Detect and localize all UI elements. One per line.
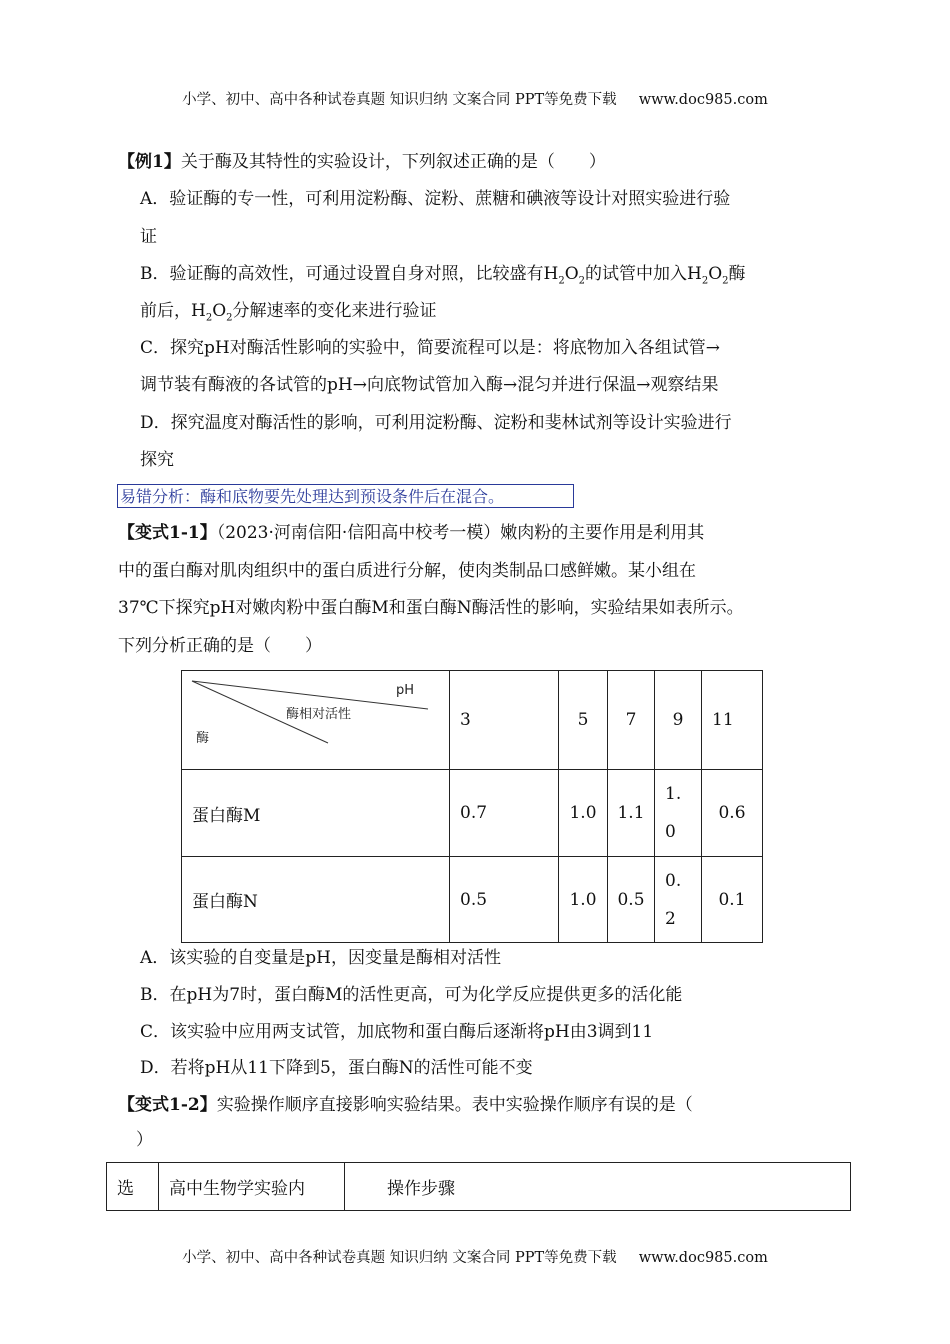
example1-option-a-line2: 证 (140, 227, 157, 247)
value-cell-wrapped (655, 770, 702, 857)
example1-option-d-line1: D．探究温度对酶活性的影响，可利用淀粉酶、淀粉和斐林试剂等设计实验进行 (140, 413, 732, 433)
text-run: O (564, 264, 579, 284)
value-cell-wrapped (655, 857, 702, 943)
example1-option-c-line1: C．探究pH对酶活性影响的实验中，简要流程可以是：将底物加入各组试管→ (140, 338, 720, 358)
variant1-option-d: D．若将pH从11下降到5，蛋白酶N的活性可能不变 (140, 1058, 533, 1078)
footer-url[interactable]: www.doc985.com (638, 1250, 768, 1266)
value-part: 2 (665, 908, 676, 929)
variant2-tag: 【变式1-2】 (118, 1095, 217, 1115)
table-header-row (107, 1163, 851, 1211)
enzyme-name-cell: 蛋白酶N (182, 857, 450, 943)
value-cell: 1.0 (559, 857, 608, 943)
value-cell: 0.5 (450, 857, 559, 943)
text-run: 分解速率的变化来进行验证 (232, 301, 437, 321)
text-run: （2023·河南信阳·信阳高中校考一模）嫩肉粉的主要作用是利用其 (216, 523, 705, 543)
footer-text: 小学、初中、高中各种试卷真题 知识归纳 文案合同 PPT等免费下载 (182, 1250, 617, 1266)
diag-enzyme-label: 酶 (196, 731, 210, 746)
ph-header-cell: 9 (655, 671, 702, 770)
subscript: 2 (226, 312, 233, 324)
value-cell: 0.7 (450, 770, 559, 857)
experiment-steps-table (106, 1162, 851, 1211)
diag-ph-label: pH (396, 683, 415, 698)
variant1-line2: 中的蛋白酶对肌肉组织中的蛋白质进行分解，使肉类制品口感鲜嫩。某小组在 (118, 561, 696, 581)
text-run: 酶 (728, 264, 746, 284)
enzyme-name-cell: 蛋白酶M (182, 770, 450, 857)
ph-header-cell: 11 (702, 671, 763, 770)
content-column-header: 高中生物学实验内 (159, 1163, 345, 1211)
example1-option-a-line1: A．验证酶的专一性，可利用淀粉酶、淀粉、蔗糖和碘液等设计对照实验进行验 (140, 189, 731, 209)
value-cell: 0.1 (702, 857, 763, 943)
error-analysis-note: 易错分析：酶和底物要先处理达到预设条件后在混合。 (117, 484, 574, 508)
value-cell: 0.6 (702, 770, 763, 857)
value-part: 1. (665, 784, 682, 804)
text-run: 前后，H (140, 301, 206, 321)
variant1-option-a: A．该实验的自变量是pH，因变量是酶相对活性 (140, 948, 501, 968)
variant1-line3: 37℃下探究pH对嫩肉粉中蛋白酶M和蛋白酶N酶活性的影响，实验结果如表所示。 (118, 598, 744, 618)
text-run: B．验证酶的高效性，可通过设置自身对照，比较盛有H (140, 264, 559, 284)
subscript: 2 (558, 275, 565, 287)
value-part: 0. (665, 870, 682, 891)
example1-option-d-line2: 探究 (140, 450, 174, 470)
ph-header-cell: 3 (450, 671, 559, 770)
page-footer (0, 1246, 950, 1267)
example1-tag: 【例1】 (118, 152, 181, 172)
ph-header-cell: 5 (559, 671, 608, 770)
text-run: O (708, 264, 723, 284)
header-text: 小学、初中、高中各种试卷真题 知识归纳 文案合同 PPT等免费下载 (182, 92, 617, 108)
subscript: 2 (701, 275, 709, 287)
example1-stem: 关于酶及其特性的实验设计，下列叙述正确的是（ ） (180, 152, 606, 172)
variant2-line1 (118, 1093, 693, 1117)
variant1-line4: 下列分析正确的是（ ） (118, 636, 322, 656)
ph-header-cell: 7 (608, 671, 655, 770)
variant2-line2: ） (136, 1130, 153, 1150)
value-part: 0 (665, 822, 676, 842)
subscript: 2 (722, 275, 729, 287)
example1-option-c-line2: 调节装有酶液的各试管的pH→向底物试管加入酶→混匀并进行保温→观察结果 (140, 375, 719, 395)
value-cell: 0.5 (608, 857, 655, 943)
table-row (182, 857, 763, 943)
example1-option-b-line1 (140, 262, 746, 293)
table-header-row (182, 671, 763, 770)
diagonal-header-cell (182, 671, 450, 770)
enzyme-activity-table (181, 670, 763, 943)
text-run: 的试管中加入H (585, 264, 702, 284)
header-url[interactable]: www.doc985.com (638, 92, 768, 108)
example1-stem-line (118, 150, 606, 174)
variant1-tag: 【变式1-1】 (118, 523, 217, 543)
option-column-header: 选 (107, 1163, 159, 1211)
text-run: 实验操作顺序直接影响实验结果。表中实验操作顺序有误的是（ (216, 1095, 693, 1115)
subscript: 2 (578, 275, 586, 287)
variant1-option-b: B．在pH为7时，蛋白酶M的活性更高，可为化学反应提供更多的活化能 (140, 985, 683, 1005)
variant1-option-c: C．该实验中应用两支试管，加底物和蛋白酶后逐渐将pH由3调到11 (140, 1022, 654, 1042)
text-run: O (212, 301, 227, 321)
steps-column-header: 操作步骤 (345, 1163, 851, 1211)
variant1-line1 (118, 521, 704, 545)
diag-activity-label: 酶相对活性 (286, 707, 352, 722)
subscript: 2 (205, 312, 213, 324)
page-header (0, 88, 950, 109)
value-cell: 1.1 (608, 770, 655, 857)
value-cell: 1.0 (559, 770, 608, 857)
example1-option-b-line2 (140, 299, 437, 330)
table-row (182, 770, 763, 857)
